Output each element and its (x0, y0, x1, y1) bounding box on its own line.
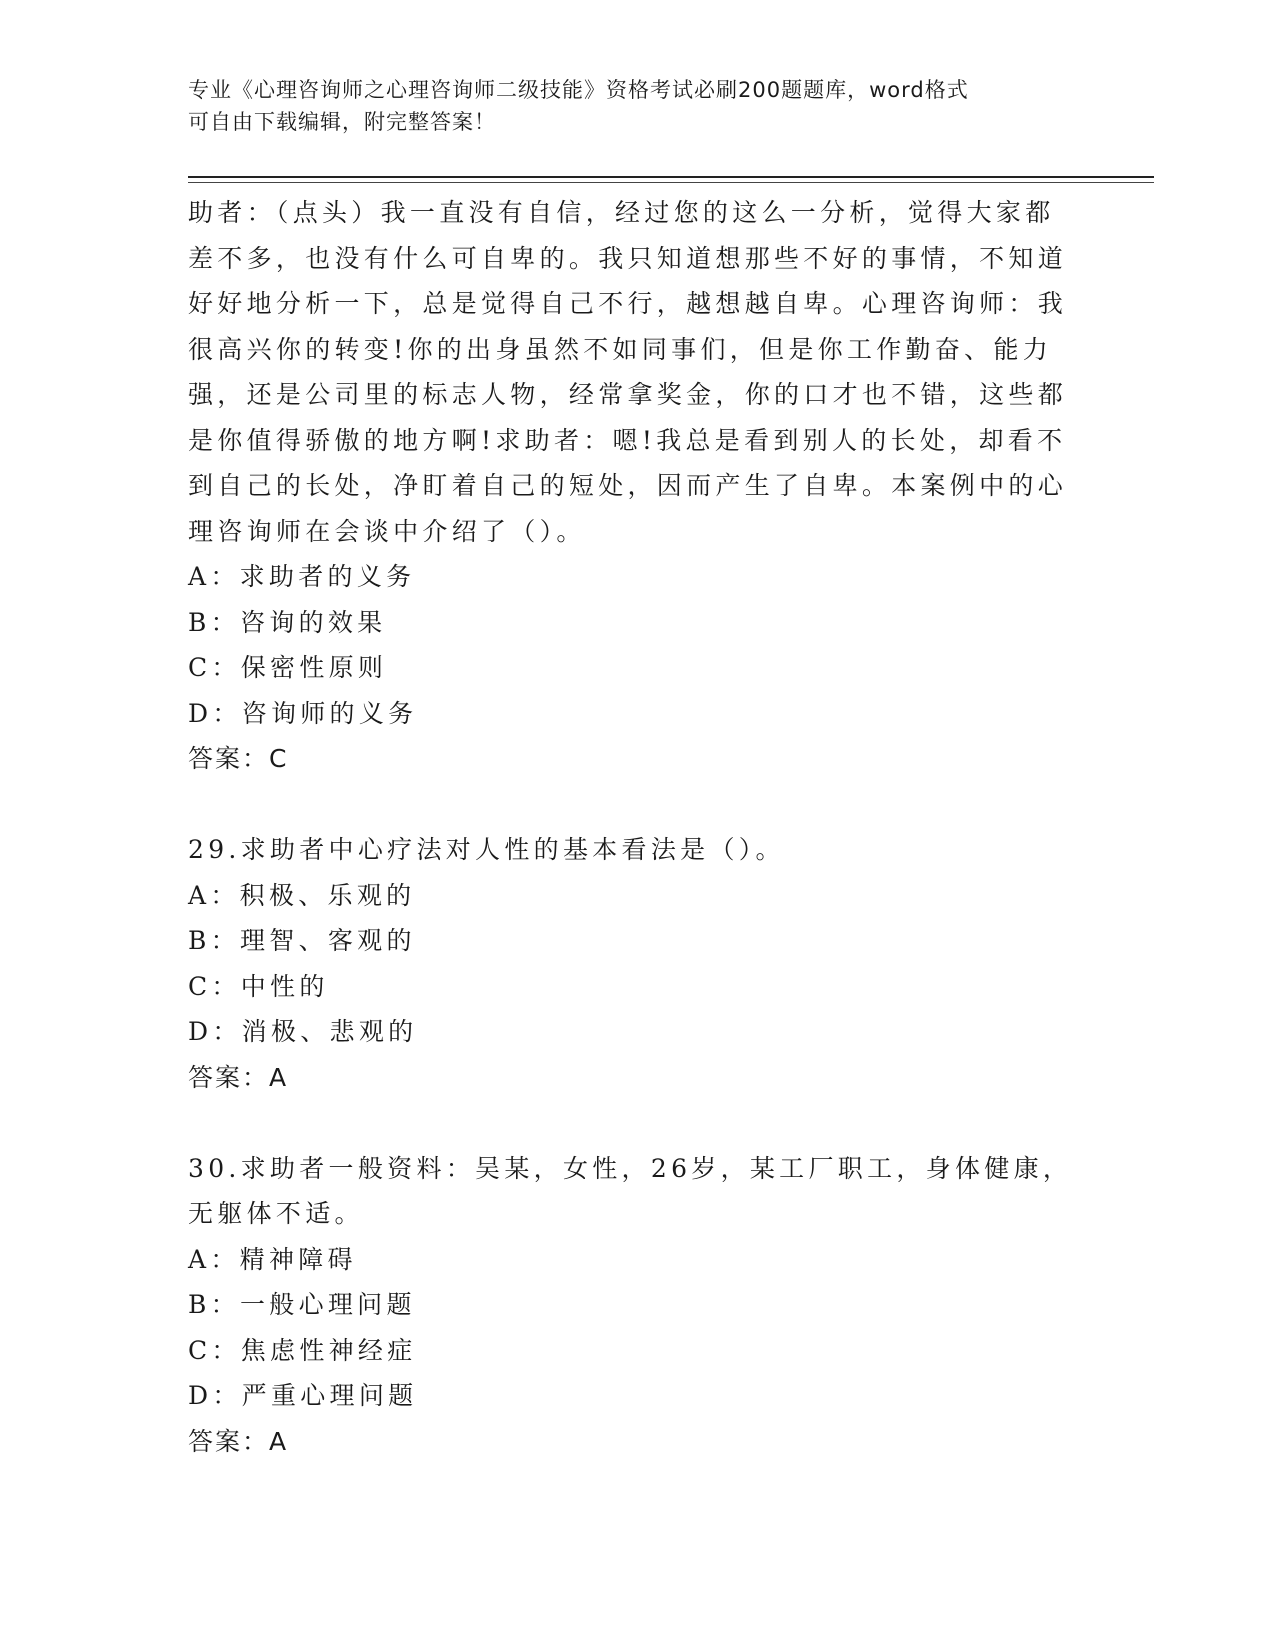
option-a: A：积极、乐观的 (188, 880, 416, 910)
option-a: A：精神障碍 (188, 1244, 357, 1274)
option-d: D：严重心理问题 (188, 1381, 418, 1410)
question-text: 30.求助者一般资料：吴某，女性，26岁，某工厂职工，身体健康，无躯体不适。 (188, 1153, 1073, 1228)
option-a: A：求助者的义务 (188, 562, 416, 591)
question-text: 29.求助者中心疗法对人性的基本看法是（）。 (188, 835, 785, 864)
option-b: B：咨询的效果 (188, 607, 387, 637)
option-b: B：一般心理问题 (188, 1290, 416, 1319)
option-b: B：理智、客观的 (188, 926, 416, 955)
answer-line: 答案：C (188, 744, 289, 773)
answer-line: 答案：A (188, 1062, 289, 1092)
option-c: C：焦虑性神经症 (188, 1335, 417, 1365)
header-title-line-2: 可自由下载编辑，附完整答案！ (188, 110, 496, 134)
question-text: 助者：（点头）我一直没有自信，经过您的这么一分析，觉得大家都差不多，也没有什么可自卑的。我只知道想那些不好的事情，不知道好好地分析一下，总是觉得自己不行，越想越自卑。心理咨询师：我很高兴你的转变!你的出身虽然不如同事们，但是你工作勤奋、能力强，还是公司里的标志人物，经常拿奖金，你的口才也不错，这些都是你值得骄傲的地方啊!求助者：嗯!我总是看到别人的长处，却看不到自己的长处，净盯着自己的短处，因而产生了自卑。本案例中的心理咨询师在会谈中介绍了（）。 (188, 198, 1068, 546)
question-28 (188, 190, 1088, 782)
document-header (188, 74, 1068, 138)
question-30 (188, 1146, 1088, 1465)
option-c: C：中性的 (188, 971, 329, 1001)
header-title-line-1: 专业《心理咨询师之心理咨询师二级技能》资格考试必刷200题题库，word格式 (188, 78, 969, 102)
question-29 (188, 827, 1088, 1100)
option-c: C：保密性原则 (188, 653, 388, 682)
answer-line: 答案：A (188, 1426, 289, 1456)
header-rule-thick (188, 176, 1154, 178)
question-spacer (188, 782, 1088, 828)
question-list (188, 190, 1088, 1464)
option-d: D：消极、悲观的 (188, 1017, 418, 1046)
question-spacer (188, 1100, 1088, 1146)
header-rule-thin (188, 182, 1154, 183)
option-d: D：咨询师的义务 (188, 698, 418, 728)
